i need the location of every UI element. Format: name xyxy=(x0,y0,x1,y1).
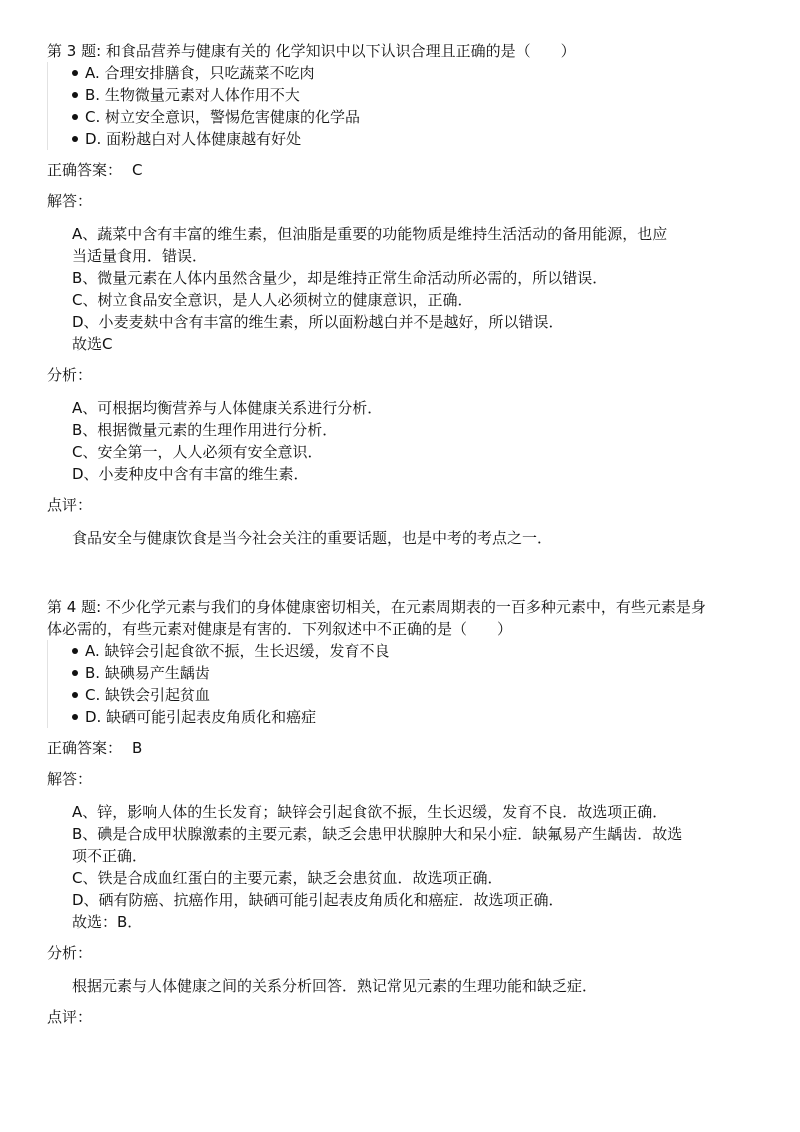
option-text: C. 缺铁会引起贫血 xyxy=(85,686,211,704)
analysis-block xyxy=(47,397,762,485)
analysis-line: A、可根据均衡营养与人体健康关系进行分析． xyxy=(72,399,383,417)
option-text: D. 面粉越白对人体健康越有好处 xyxy=(85,130,302,148)
bullet-icon xyxy=(72,92,78,98)
solution-line: A、蔬菜中含有丰富的维生素，但油脂是重要的功能物质是维持生活活动的备用能源，也应 xyxy=(72,225,668,243)
solution-line: A、锌，影响人体的生长发育；缺锌会引起食欲不振，生长迟缓，发育不良．故选项正确． xyxy=(72,803,668,821)
comment-label: 点评： xyxy=(47,1008,93,1026)
bullet-icon xyxy=(72,648,78,654)
stem-line: 第 4 题: 不少化学元素与我们的身体健康密切相关，在元素周期表的一百多种元素中，有些元素是身 xyxy=(47,598,706,616)
bullet-icon xyxy=(72,114,78,120)
comment-label: 点评： xyxy=(47,496,93,514)
solution-block xyxy=(47,801,762,933)
solution-label: 解答： xyxy=(47,770,93,788)
answer-line xyxy=(47,159,762,181)
solution-label: 解答： xyxy=(47,192,93,210)
bullet-icon xyxy=(72,714,78,720)
comment-block xyxy=(47,527,762,549)
solution-line: 故选C xyxy=(72,335,113,353)
solution-line: B、微量元素在人体内虽然含量少，却是维持正常生命活动所必需的，所以错误． xyxy=(72,269,608,287)
bullet-icon xyxy=(72,70,78,76)
option-b xyxy=(48,84,762,106)
bullet-icon xyxy=(72,670,78,676)
option-d xyxy=(48,128,762,150)
option-text: C. 树立安全意识，警惕危害健康的化学品 xyxy=(85,108,361,126)
question-3 xyxy=(47,40,762,549)
options-list xyxy=(47,62,762,150)
solution-block xyxy=(47,223,762,355)
question-4 xyxy=(47,596,762,1028)
solution-line: D、硒有防癌、抗癌作用，缺硒可能引起表皮角质化和癌症．故选项正确． xyxy=(72,891,564,909)
analysis-line: 根据元素与人体健康之间的关系分析回答．熟记常见元素的生理功能和缺乏症． xyxy=(72,977,598,995)
question-stem xyxy=(47,596,762,640)
option-text: B. 缺碘易产生龋齿 xyxy=(85,664,210,682)
comment-line: 食品安全与健康饮食是当今社会关注的重要话题，也是中考的考点之一． xyxy=(72,529,553,547)
option-c xyxy=(48,106,762,128)
option-text: A. 合理安排膳食，只吃蔬菜不吃肉 xyxy=(85,64,315,82)
solution-line: B、碘是合成甲状腺激素的主要元素，缺乏会患甲状腺肿大和呆小症．缺氟易产生龋齿．故选 xyxy=(72,825,683,843)
option-a xyxy=(48,62,762,84)
solution-line: 故选：B． xyxy=(72,913,143,931)
analysis-block xyxy=(47,975,762,997)
option-text: A. 缺锌会引起食欲不振，生长迟缓，发育不良 xyxy=(85,642,390,660)
analysis-line: D、小麦种皮中含有丰富的维生素． xyxy=(72,465,309,483)
solution-line: 项不正确． xyxy=(72,847,148,865)
answer-value: C xyxy=(132,161,143,179)
stem-line: 体必需的，有些元素对健康是有害的．下列叙述中不正确的是（ ） xyxy=(47,620,513,638)
bullet-icon xyxy=(72,692,78,698)
option-a xyxy=(48,640,762,662)
answer-label: 正确答案： xyxy=(47,739,123,757)
option-text: D. 缺硒可能引起表皮角质化和癌症 xyxy=(85,708,317,726)
answer-value: B xyxy=(132,739,143,757)
answer-label: 正确答案： xyxy=(47,161,123,179)
analysis-line: B、根据微量元素的生理作用进行分析． xyxy=(72,421,338,439)
bullet-icon xyxy=(72,136,78,142)
solution-line: 当适量食用．错误． xyxy=(72,247,208,265)
option-b xyxy=(48,662,762,684)
question-stem: 第 3 题: 和食品营养与健康有关的 化学知识中以下认识合理且正确的是（ ） xyxy=(47,42,576,60)
option-c xyxy=(48,684,762,706)
analysis-line: C、安全第一，人人必须有安全意识． xyxy=(72,443,323,461)
analysis-label: 分析： xyxy=(47,366,93,384)
solution-line: C、铁是合成血红蛋白的主要元素，缺乏会患贫血．故选项正确． xyxy=(72,869,503,887)
solution-line: C、树立食品安全意识，是人人必须树立的健康意识，正确． xyxy=(72,291,473,309)
analysis-label: 分析： xyxy=(47,944,93,962)
answer-line xyxy=(47,737,762,759)
option-d xyxy=(48,706,762,728)
options-list xyxy=(47,640,762,728)
solution-line: D、小麦麦麸中含有丰富的维生素，所以面粉越白并不是越好，所以错误． xyxy=(72,313,564,331)
option-text: B. 生物微量元素对人体作用不大 xyxy=(85,86,300,104)
